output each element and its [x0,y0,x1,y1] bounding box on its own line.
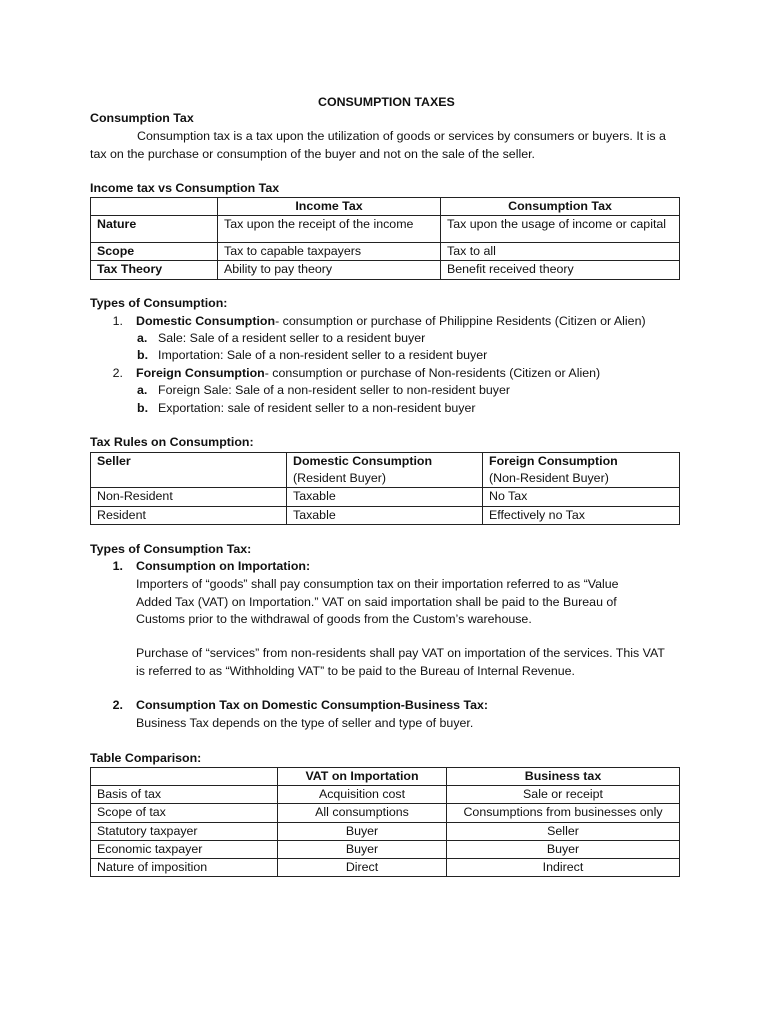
table-row [91,822,680,840]
table-header-row [91,198,680,216]
list-item-term: Domestic Consumption [136,314,276,328]
list-item [136,366,600,380]
table-cell [91,198,218,216]
paragraph-line: is referred to as “Withholding VAT” to be paid to the Bureau of Internal Revenue. [136,664,575,678]
table-cell: Taxable [287,506,483,524]
sublist-letter: b. [137,401,149,415]
sublist-letter: b. [137,348,149,362]
column-header-subtitle: (Non-Resident Buyer) [489,471,609,486]
column-header: Seller [91,453,287,488]
table-cell: Direct [278,859,447,877]
section-heading-table-comparison: Table Comparison: [90,751,202,765]
sublist-item: Importation: Sale of a non-resident seller to a resident buyer [158,348,488,362]
list-item-term: Foreign Consumption [136,366,265,380]
column-header-subtitle: (Resident Buyer) [293,471,386,486]
table-header-row [91,453,680,488]
list-number: 1. [112,314,123,328]
paragraph-line: Added Tax (VAT) on Importation.” VAT on said importation shall be paid to the Bureau of [136,595,617,609]
list-number: 1. [112,559,123,573]
table-cell: Non-Resident [91,488,287,506]
sublist-letter: a. [137,331,148,345]
table-cell: Effectively no Tax [483,506,680,524]
row-label: Economic taxpayer [91,840,278,858]
column-header [483,453,680,488]
paragraph-line: Customs prior to the withdrawal of goods from the Custom’s warehouse. [136,612,532,626]
section-heading-types-of-consumption: Types of Consumption: [90,296,228,310]
table-row [91,840,680,858]
list-item [136,314,646,328]
document-title: CONSUMPTION TAXES [318,95,455,109]
row-label: Nature [91,216,218,243]
table-row [91,216,680,243]
table-cell: Tax to capable taxpayers [218,243,441,261]
table-cell: Seller [447,822,680,840]
comparison-table [90,767,680,877]
list-number: 2. [112,698,123,712]
table-row [91,786,680,804]
list-item-text: - consumption or purchase of Non-residents (Citizen or Alien) [264,366,601,380]
income-vs-consumption-table [90,197,680,280]
table-cell: Buyer [278,840,447,858]
column-header: Income Tax [218,198,441,216]
table-cell: Sale or receipt [447,786,680,804]
paragraph-line: Business Tax depends on the type of seller and type of buyer. [136,716,474,730]
paragraph-line: Importers of “goods” shall pay consumption tax on their importation referred to as “Value [136,577,619,591]
table-row [91,488,680,506]
table-cell: Buyer [278,822,447,840]
table-cell: Buyer [447,840,680,858]
row-label: Statutory taxpayer [91,822,278,840]
column-header: VAT on Importation [278,768,447,786]
table-cell: Indirect [447,859,680,877]
section-heading-tax-rules: Tax Rules on Consumption: [90,435,254,449]
table-cell: Ability to pay theory [218,261,441,279]
table-cell: Benefit received theory [441,261,680,279]
table-cell [91,768,278,786]
table-cell: Consumptions from businesses only [447,804,680,822]
section-heading-types-of-consumption-tax: Types of Consumption Tax: [90,542,252,556]
column-header: Consumption Tax [441,198,680,216]
column-header: Business tax [447,768,680,786]
column-header-title: Domestic Consumption [293,454,433,468]
table-row [91,804,680,822]
list-item-text: - consumption or purchase of Philippine Residents (Citizen or Alien) [275,314,646,328]
paragraph-line: tax on the purchase or consumption of the buyer and not on the sale of the seller. [90,147,535,161]
tax-rules-table [90,452,680,525]
table-cell: Acquisition cost [278,786,447,804]
table-cell: Resident [91,506,287,524]
list-item-heading: Consumption on Importation: [136,559,311,573]
table-cell: Tax upon the usage of income or capital [441,216,680,243]
list-number: 2. [112,366,123,380]
table-cell: Tax upon the receipt of the income [218,216,441,243]
row-label: Scope of tax [91,804,278,822]
sublist-letter: a. [137,383,148,397]
sublist-item: Sale: Sale of a resident seller to a resident buyer [158,331,426,345]
section-heading-consumption-tax: Consumption Tax [90,111,194,125]
table-row [91,243,680,261]
table-header-row [91,768,680,786]
section-heading-income-vs-consumption: Income tax vs Consumption Tax [90,181,280,195]
table-row [91,859,680,877]
column-header [287,453,483,488]
sublist-item: Exportation: sale of resident seller to a non-resident buyer [158,401,476,415]
table-cell: All consumptions [278,804,447,822]
list-item-heading: Consumption Tax on Domestic Consumption-Business Tax: [136,698,489,712]
paragraph-line: Purchase of “services” from non-residents shall pay VAT on importation of the services. This VAT [136,646,665,660]
row-label: Scope [91,243,218,261]
table-cell: No Tax [483,488,680,506]
row-label: Nature of imposition [91,859,278,877]
paragraph-line: Consumption tax is a tax upon the utilization of goods or services by consumers or buyers. It is a [137,129,666,143]
column-header-title: Foreign Consumption [489,454,618,468]
row-label: Basis of tax [91,786,278,804]
table-cell: Tax to all [441,243,680,261]
row-label: Tax Theory [91,261,218,279]
table-row [91,506,680,524]
table-row [91,261,680,279]
sublist-item: Foreign Sale: Sale of a non-resident seller to non-resident buyer [158,383,510,397]
table-cell: Taxable [287,488,483,506]
